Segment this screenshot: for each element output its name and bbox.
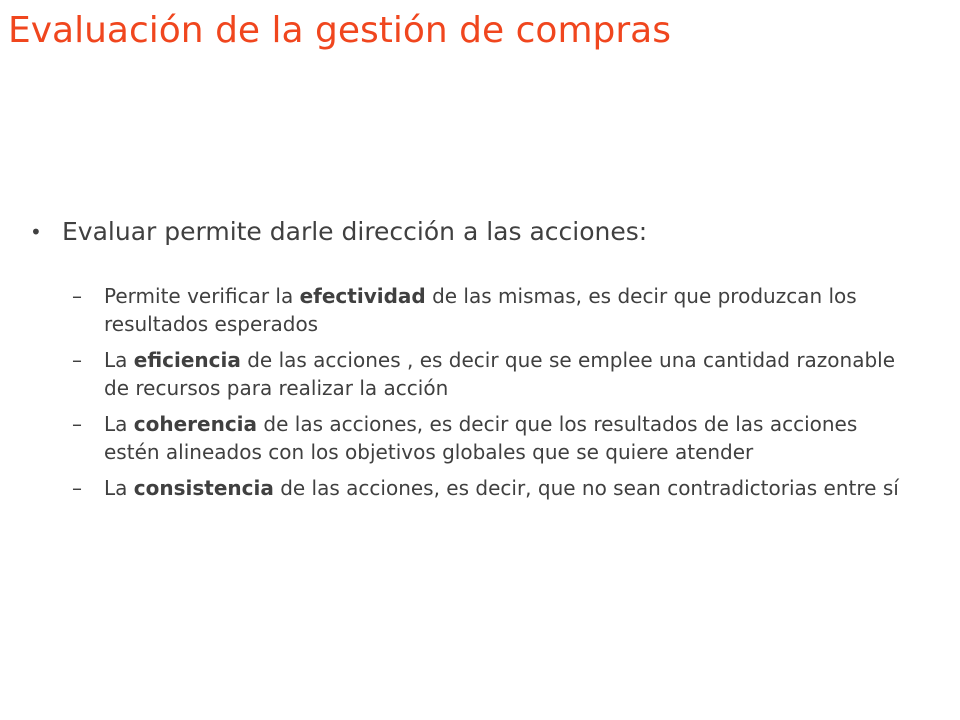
dash-icon: –: [72, 476, 82, 500]
sub-item-text: La eficiencia de las acciones , es decir que se emplee una cantidad razonable de recursos para realizar la acción: [104, 348, 896, 400]
sub-item-coherencia: [72, 410, 910, 466]
sub-item-text: Permite verificar la efectividad de las mismas, es decir que produzcan los resultados esperados: [104, 284, 857, 336]
keyword-efectividad: efectividad: [299, 284, 426, 308]
sub-list: [72, 282, 910, 502]
main-bullet: [30, 216, 910, 248]
keyword-coherencia: coherencia: [133, 412, 258, 436]
bullet-dot-icon: •: [30, 220, 42, 244]
sub-item-eficiencia: [72, 346, 910, 402]
dash-icon: –: [72, 412, 82, 436]
slide-content: [30, 216, 910, 510]
slide-title: Evaluación de la gestión de compras: [8, 10, 671, 51]
sub-item-text: La coherencia de las acciones, es decir que los resultados de las acciones estén alineados con los objetivos globales que se quiere atender: [104, 412, 858, 464]
sub-item-text: La consistencia de las acciones, es decir, que no sean contradictorias entre sí: [104, 476, 899, 500]
dash-icon: –: [72, 348, 82, 372]
sub-item-consistencia: [72, 474, 910, 502]
keyword-consistencia: consistencia: [133, 476, 274, 500]
keyword-eficiencia: eficiencia: [133, 348, 241, 372]
sub-item-efectividad: [72, 282, 910, 338]
main-bullet-text: Evaluar permite darle dirección a las acciones:: [62, 217, 648, 246]
dash-icon: –: [72, 284, 82, 308]
